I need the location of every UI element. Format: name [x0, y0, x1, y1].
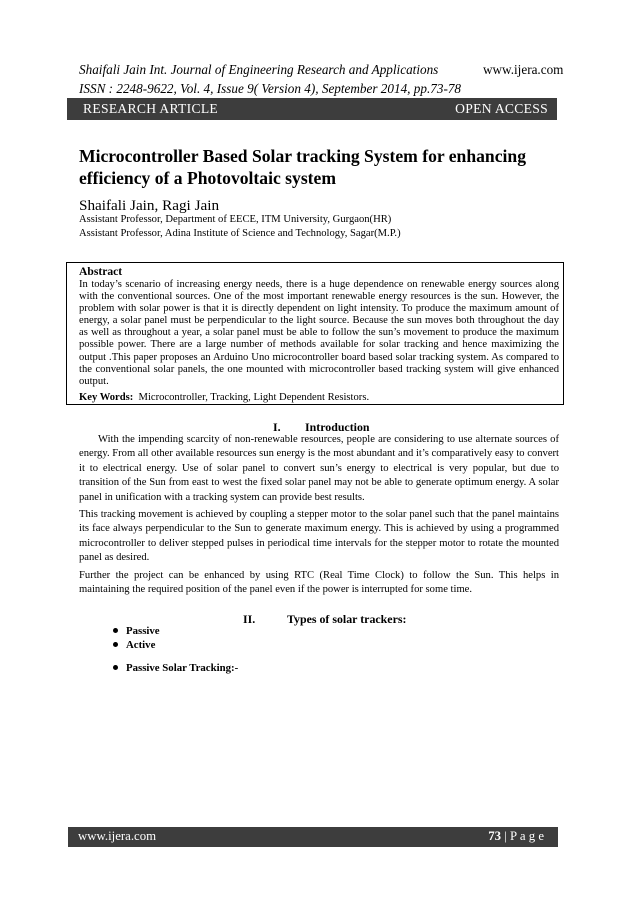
intro-paragraph-1: With the impending scarcity of non-renewable resources, people are considering to use alternate sources of energy. From all other available resources sun energy is the most abundant and it’s comparatively easy to convert it to electrical energy. Use of solar panel to convert sun’s energy to electrical is very popular, but due to transition of the Sun from east to west the fixed solar panel may not be able to generate optimum energy. A solar panel in unification with a tracking system can provide best results. — [79, 434, 559, 503]
intro-paragraph-3: Further the project can be enhanced by using RTC (Real Time Clock) to follow the Sun. This helps in maintaining the required position of the panel even if the power is interrupted for some time. — [79, 570, 559, 596]
paper-authors: Shaifali Jain, Ragi Jain — [79, 197, 220, 214]
journal-citation: Shaifali Jain Int. Journal of Engineering Research and Applications — [79, 62, 439, 77]
section-2-title: Types of solar trackers: — [287, 612, 407, 626]
section-1-number: I. — [273, 420, 281, 434]
keywords-label: Key Words: — [79, 392, 134, 403]
list-item: Passive — [113, 625, 160, 637]
open-access-label: OPEN ACCESS — [455, 101, 548, 116]
title-line-2: efficiency of a Photovoltaic system — [79, 167, 336, 188]
abstract-text: In today’s scenario of increasing energy needs, there is a huge dependence on renewable energy sources along with the conventional sources. One of the most important renewable energy resources is the sun. However, the problem with solar power is that it is directly dependent on light intensity. To produce the maximum amount of energy, a solar panel must be perpendicular to the light source. Because the sun moves both throughout the day as well as throughout a year, a solar panel must be able to follow the sun’s movement to produce the maximum possible power. There are a large number of methods available for solar tracking and hence maximizing the output .This paper proposes an Arduino Uno microcontroller board based solar tracking system. As compared to the conventional solar panels, the one mounted with microcontroller based tracking system will give enhanced output. — [79, 279, 559, 387]
page-footer — [68, 827, 558, 847]
issn-line: ISSN : 2248-9622, Vol. 4, Issue 9( Version 4), September 2014, pp.73-78 — [79, 81, 462, 96]
bullet-icon — [113, 665, 118, 670]
affiliation-1: Assistant Professor, Department of EECE, ITM University, Gurgaon(HR) — [79, 214, 392, 225]
bullet-icon — [113, 642, 118, 647]
intro-paragraph-2: This tracking movement is achieved by coupling a stepper motor to the solar panel such that the panel maintains its face always perpendicular to the Sun to generate maximum energy. This is achieved by using a programmed microcontroller to deliver stepped pulses in periodical time intervals for the stepper motor to rotate the mounted panel as desired. — [79, 509, 559, 564]
abstract-heading: Abstract — [79, 265, 123, 278]
research-article-label: RESEARCH ARTICLE — [83, 101, 219, 116]
paper-title — [79, 146, 559, 189]
bullet-icon — [113, 628, 118, 633]
affiliation-2: Assistant Professor, Adina Institute of Science and Technology, Sagar(M.P.) — [79, 228, 401, 239]
keywords-list: Microcontroller, Tracking, Light Dependent Resistors. — [138, 392, 370, 403]
section-2-number: II. — [243, 612, 256, 626]
article-type-banner — [67, 98, 557, 120]
page-number: 73 | P a g e — [488, 829, 544, 843]
keywords — [79, 392, 369, 403]
footer-website: www.ijera.com — [78, 829, 157, 843]
journal-website: www.ijera.com — [483, 62, 564, 77]
title-line-1: Microcontroller Based Solar tracking System for enhancing — [79, 146, 526, 166]
section-1-title: Introduction — [305, 420, 370, 434]
list-item: Active — [113, 639, 155, 651]
list-item: Passive Solar Tracking:- — [113, 662, 238, 674]
